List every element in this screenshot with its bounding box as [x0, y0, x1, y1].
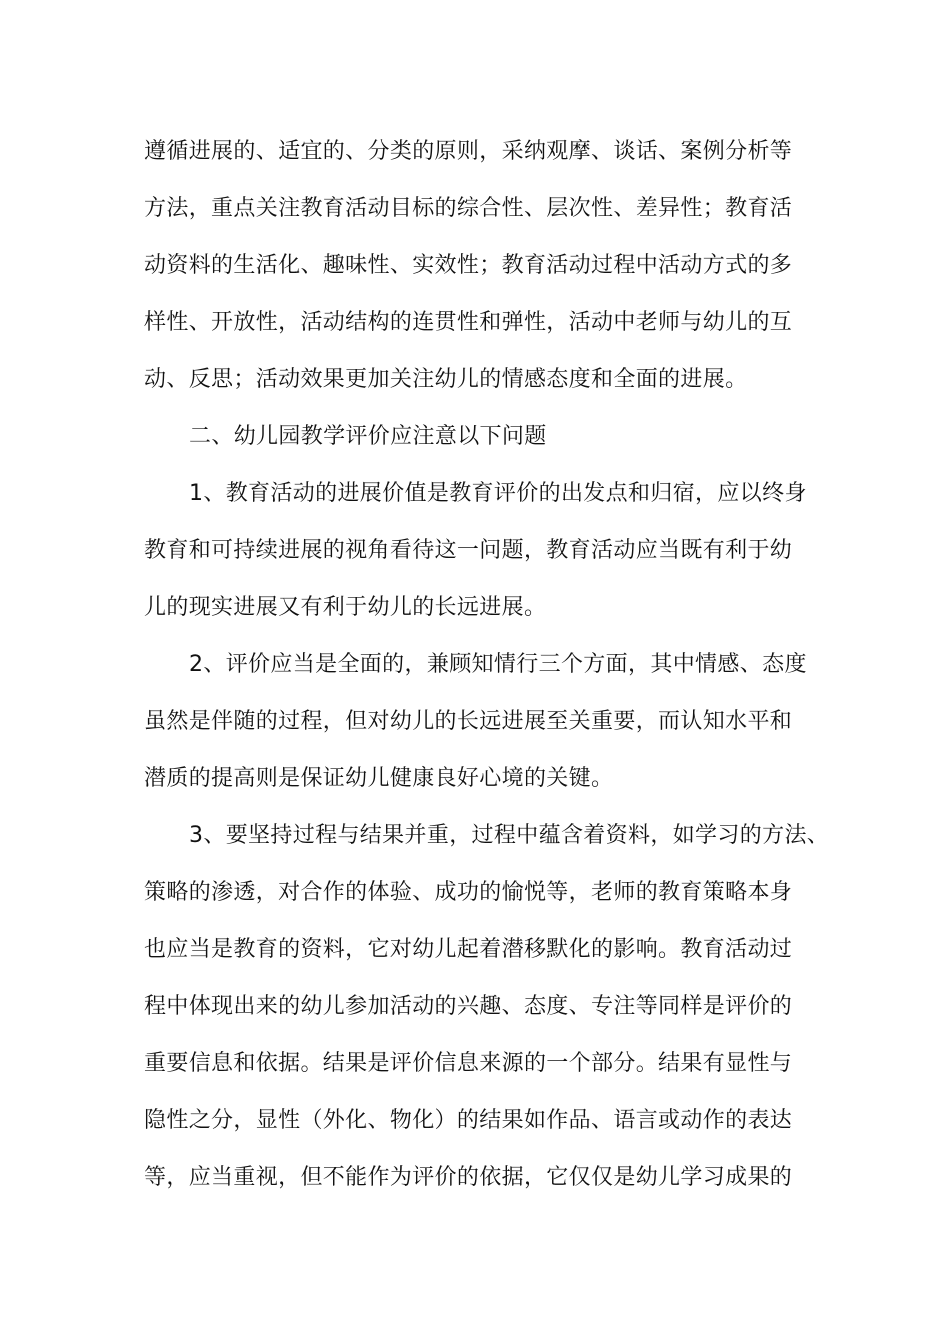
text-line: 动、反思；活动效果更加关注幼儿的情感态度和全面的进展。	[144, 367, 748, 392]
text-line: 等，应当重视，但不能作为评价的依据，它仅仅是幼儿学习成果的	[144, 1165, 793, 1190]
text-line: 遵循进展的、适宜的、分类的原则，采纳观摩、谈话、案例分析等	[144, 139, 793, 164]
text-line: 隐性之分，显性（外化、物化）的结果如作品、语言或动作的表达	[144, 1108, 793, 1133]
section-heading: 二、幼儿园教学评价应注意以下问题	[189, 424, 547, 449]
text-line: 潜质的提高则是保证幼儿健康良好心境的关键。	[144, 766, 614, 791]
text-line: 方法，重点关注教育活动目标的综合性、层次性、差异性；教育活	[144, 196, 793, 221]
text-line: 教育和可持续进展的视角看待这一问题，教育活动应当既有利于幼	[144, 538, 793, 563]
text-line: 1、教育活动的进展价值是教育评价的出发点和归宿，应以终身	[189, 481, 807, 506]
text-line: 3、要坚持过程与结果并重，过程中蕴含着资料，如学习的方法、	[189, 823, 830, 848]
text-line: 2、评价应当是全面的，兼顾知情行三个方面，其中情感、态度	[189, 652, 807, 677]
text-line: 程中体现出来的幼儿参加活动的兴趣、态度、专注等同样是评价的	[144, 994, 793, 1019]
text-line: 样性、开放性，活动结构的连贯性和弹性，活动中老师与幼儿的互	[144, 310, 793, 335]
text-line: 虽然是伴随的过程，但对幼儿的长远进展至关重要，而认知水平和	[144, 709, 793, 734]
text-line: 儿的现实进展又有利于幼儿的长远进展。	[144, 595, 547, 620]
text-line: 动资料的生活化、趣味性、实效性；教育活动过程中活动方式的多	[144, 253, 793, 278]
text-line: 重要信息和依据。结果是评价信息来源的一个部分。结果有显性与	[144, 1051, 793, 1076]
text-line: 也应当是教育的资料，它对幼儿起着潜移默化的影响。教育活动过	[144, 937, 793, 962]
text-line: 策略的渗透，对合作的体验、成功的愉悦等，老师的教育策略本身	[144, 880, 793, 905]
